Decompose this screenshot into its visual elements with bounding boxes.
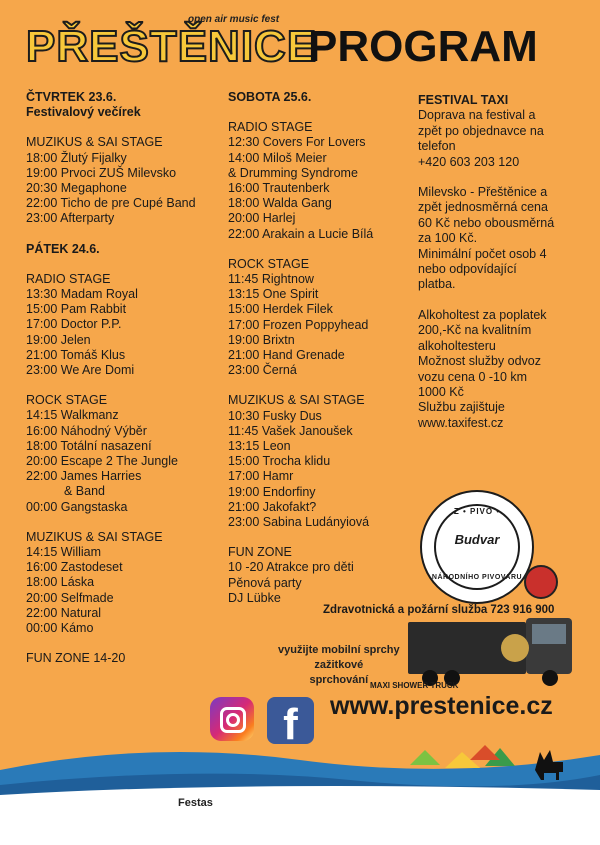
list-item: 15:00 Trocha klidu [228, 454, 331, 469]
shower-line: sprchování [309, 674, 369, 686]
list-item: 14:15 Walkmanz [26, 408, 119, 423]
column-taxi [418, 93, 588, 431]
list-item: 23:00 We Are Domi [26, 363, 135, 378]
list-item: 22:00 Natural [26, 605, 102, 620]
list-item: 23:00 Afterparty [26, 211, 115, 226]
list-item: Pěnová party [228, 575, 302, 590]
stage-heading: RADIO STAGE [228, 120, 313, 135]
stage-heading: ROCK STAGE [26, 393, 108, 408]
column-thu-fri [26, 90, 226, 667]
header [0, 0, 600, 80]
list-item: 18:00 Walda Gang [228, 196, 332, 211]
badge-top-text: Z • PIVO • [453, 507, 501, 516]
tagline: open air music fest [188, 14, 280, 25]
list-item: 16:00 Náhodný Výběr [26, 423, 147, 438]
shower-line: zažitkové [314, 659, 364, 671]
day-subheading: Festivalový večírek [26, 105, 141, 120]
list-item: 21:00 Tomáš Klus [26, 347, 126, 362]
column-saturday [228, 90, 418, 606]
text-line: vozu cena 0 -10 km [418, 369, 528, 384]
list-item: 10:30 Fusky Dus [228, 408, 322, 423]
badge-brand: Budvar [454, 532, 500, 547]
stage-heading: MUZIKUS & SAI STAGE [228, 393, 365, 408]
list-item: 14:00 Miloš Meier [228, 150, 327, 165]
text-line: nebo odpovídající [418, 262, 517, 277]
stage-heading: MUZIKUS & SAI STAGE [26, 135, 163, 150]
list-item: 19:00 Endorfiny [228, 484, 316, 499]
text-line: Možnost služby odvoz [418, 354, 541, 369]
list-item: 10 -20 Atrakce pro děti [228, 560, 354, 575]
list-item: 11:45 Rightnow [228, 272, 314, 287]
day-heading: PÁTEK 24.6. [26, 241, 100, 256]
phone-number: +420 603 203 120 [418, 154, 520, 169]
shower-line: využijte mobilní sprchy [278, 644, 400, 656]
day-heading: SOBOTA 25.6. [228, 90, 312, 104]
text-line: 60 Kč nebo obousměrná [418, 215, 555, 230]
list-item: 23:00 Černá [228, 363, 297, 378]
list-item: 13:30 Madam Royal [26, 287, 138, 302]
list-item: 15:00 Herdek Filek [228, 302, 333, 317]
text-line: alkoholtesteru [418, 338, 496, 353]
text-line: platba. [418, 277, 456, 292]
fun-zone: FUN ZONE 14-20 [26, 651, 126, 666]
list-item: 20:00 Harlej [228, 211, 296, 226]
list-item: 21:00 Hand Grenade [228, 348, 345, 363]
text-line: 1000 Kč [418, 384, 464, 399]
list-item: 23:00 Sabina Ludányiová [228, 515, 370, 530]
list-item-continuation: & Drumming Syndrome [228, 165, 358, 180]
text-line: zpět jednosměrná cena [418, 200, 548, 215]
text-line: za 100 Kč. [418, 231, 478, 246]
emblem-icon [524, 565, 558, 599]
list-item: 22:00 Arakain a Lucie Bílá [228, 226, 374, 241]
list-item: 17:00 Frozen Poppyhead [228, 317, 369, 332]
taxi-heading: FESTIVAL TAXI [418, 93, 509, 107]
list-item: 17:00 Hamr [228, 469, 294, 484]
list-item: 13:15 One Spirit [228, 287, 319, 302]
website-link[interactable]: www.prestenice.cz [330, 692, 553, 720]
list-item: 20:30 Megaphone [26, 181, 127, 196]
festival-logo: PŘEŠTĚNICE [26, 22, 318, 71]
list-item: 12:30 Covers For Lovers [228, 135, 366, 150]
medical-service: Zdravotnická a požární služba 723 916 900 [323, 604, 555, 616]
text-line: Alkoholtest za poplatek [418, 307, 547, 322]
text-line: telefon [418, 139, 456, 154]
list-item: 11:45 Vašek Janoušek [228, 423, 353, 438]
list-item: 19:00 Prvoci ZUŠ Milevsko [26, 165, 177, 180]
truck-label: MAXI SHOWER TRUCK [370, 681, 459, 690]
list-item: 17:00 Doctor P.P. [26, 317, 122, 332]
list-item: 21:00 Jakofakt? [228, 499, 317, 514]
taxi-website[interactable]: www.taxifest.cz [418, 415, 504, 430]
list-item: 18:00 Žlutý Fijalky [26, 150, 127, 165]
text-line: Milevsko - Přeštěnice a [418, 185, 548, 200]
stage-heading: FUN ZONE [228, 545, 292, 560]
list-item-continuation: & Band [64, 484, 106, 499]
facebook-icon[interactable]: f [267, 697, 314, 744]
list-item: 14:15 William [26, 545, 102, 560]
list-item: 00:00 Kámo [26, 621, 94, 636]
list-item: 13:15 Leon [228, 439, 291, 454]
program-title: PROGRAM [308, 22, 538, 71]
list-item: 00:00 Gangstaska [26, 499, 128, 514]
list-item: 16:00 Zastodeset [26, 560, 123, 575]
landscape-footer [0, 730, 600, 845]
text-line: zpět po objednavce na [418, 123, 544, 138]
list-item: 16:00 Trautenberk [228, 181, 330, 196]
day-heading: ČTVRTEK 23.6. [26, 90, 117, 104]
list-item: 15:00 Pam Rabbit [26, 302, 127, 317]
text-line: Službu zajištuje [418, 400, 505, 415]
list-item: 22:00 Ticho de pre Cupé Band [26, 196, 196, 211]
text-line: Minimální počet osob 4 [418, 246, 547, 261]
list-item: DJ Lübke [228, 590, 281, 605]
list-item: 20:00 Selfmade [26, 590, 114, 605]
list-item: 20:00 Escape 2 The Jungle [26, 454, 178, 469]
text-line: Doprava na festival a [418, 108, 536, 123]
text-line: 200,-Kč na kvalitním [418, 323, 532, 338]
badge-bottom-text: NÁRODNÍHO PIVOVARU [431, 574, 523, 581]
list-item: 19:00 Jelen [26, 332, 91, 347]
list-item: 18:00 Totální nasazení [26, 438, 152, 453]
list-item: 19:00 Brixtn [228, 332, 295, 347]
budvar-badge [420, 490, 534, 604]
list-item: 22:00 James Harries [26, 469, 142, 484]
stage-heading: ROCK STAGE [228, 256, 310, 271]
stage-heading: MUZIKUS & SAI STAGE [26, 529, 163, 544]
list-item: 18:00 Láska [26, 575, 95, 590]
sponsor-festas: Festas [178, 797, 213, 809]
stage-heading: RADIO STAGE [26, 271, 111, 286]
